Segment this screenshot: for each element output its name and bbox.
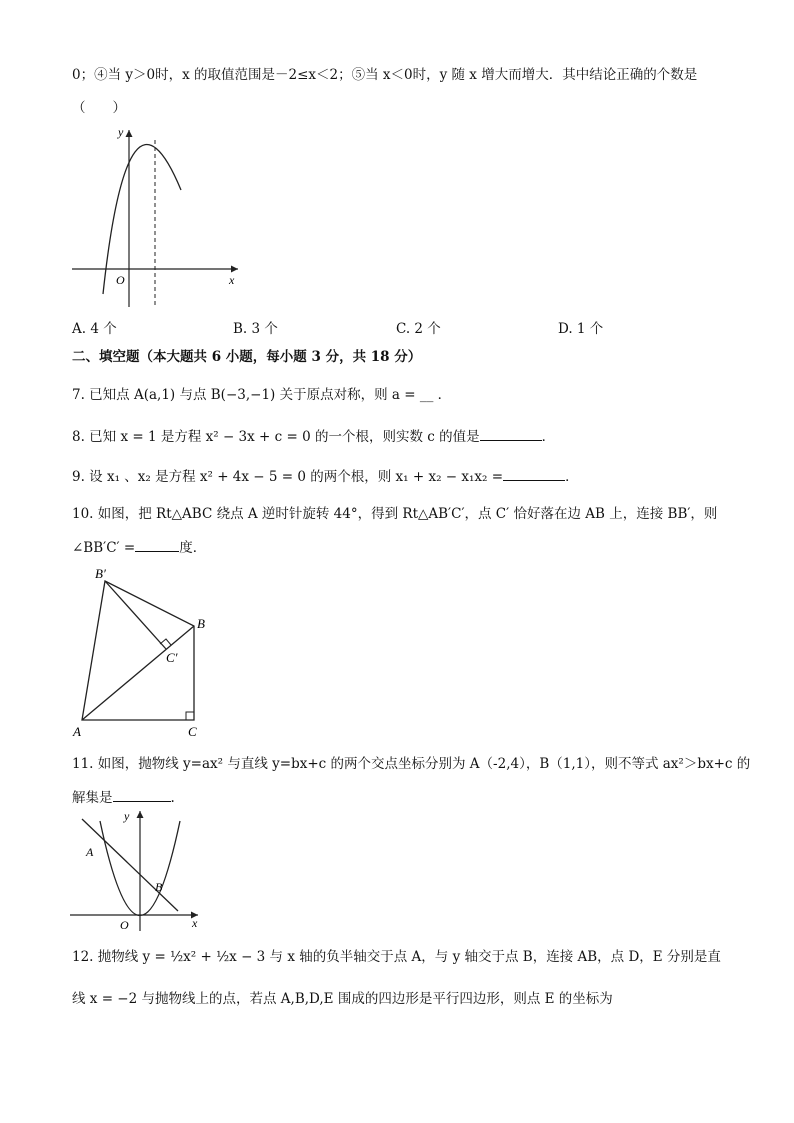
q10-rotation-figure [70,562,220,742]
q11-line2 [72,787,175,807]
q10-text: ∠BB′C′ = [72,540,136,556]
x-axis-label: x [192,916,198,930]
right-angle-mark-C [186,712,194,720]
q6-option-c[interactable]: C. 2 个 [396,321,441,337]
q6-option-d[interactable]: D. 1 个 [558,321,604,337]
q9-answer-blank[interactable] [503,466,565,481]
label-B: B [197,616,205,631]
y-axis-label: y [118,125,124,139]
q12-text-line2: 线 x = −2 与抛物线上的点，若点 A,B,D,E 围成的四边形是平行四边形，则点 E 的坐标为 [72,991,613,1007]
q12-text-line1: 12. 抛物线 y = ½x² + ½x − 3 与 x 轴的负半轴交于点 A，与 y 轴交于点 B，连接 AB，点 D，E 分别是直 [72,949,721,965]
q8-answer-blank[interactable] [480,426,542,441]
label-B1: B′ [95,566,106,581]
q7-text: 7. 已知点 A(a,1) 与点 B(−3,−1) 关于原点对称，则 a = __ ． [72,387,452,403]
q11-answer-blank[interactable] [113,787,171,802]
q10-unit: 度． [179,540,207,556]
q10-text-line1: 10. 如图，把 Rt△ABC 绕点 A 逆时针旋转 44°，得到 Rt△AB′C′，点 C′ 恰好落在边 AB 上，连接 BB′，则 [72,506,718,522]
q11-text: 解集是 [72,790,113,806]
origin-label: O [116,273,125,287]
label-A: A [86,845,94,859]
q10-answer-blank[interactable] [135,537,179,552]
segment-AB [82,626,194,720]
section-heading: 二、填空题（本大题共 6 小题，每小题 3 分，共 18 分） [72,349,422,365]
q9-period: ． [565,469,579,485]
q6-text-line1: 0；④当 y＞0时，x 的取值范围是－2≤x＜2；⑤当 x＜0时，y 随 x 增大而增大．其中结论正确的个数是 [72,67,698,83]
y-axis-label: y [124,809,130,823]
q11-text-line1: 11. 如图，抛物线 y=ax² 与直线 y=bx+c 的两个交点坐标分别为 A（-2,4），B（1,1），则不等式 ax²＞bx+c 的 [72,756,751,772]
q11-parabola-line-figure [68,805,208,935]
q9-text: 9. 设 x₁ 、x₂ 是方程 x² + 4x − 5 = 0 的两个根，则 x₁ + x₂ − x₁x₂ = [72,469,504,485]
label-C: C [188,724,197,739]
q8-period: ． [541,429,556,445]
origin-label: O [120,918,129,932]
q11-period: . [170,790,175,806]
label-B: B [155,880,163,894]
q6-option-b[interactable]: B. 3 个 [233,321,278,337]
label-C1: C′ [166,650,178,665]
q10-line2 [72,537,206,557]
q6-option-a[interactable]: A. 4 个 [72,321,117,337]
label-A: A [73,724,81,739]
x-axis-label: x [229,273,235,287]
q6-text-line2: （ ） [72,100,126,116]
segment-B1C1 [105,581,166,649]
q9-line [72,466,579,486]
q6-parabola-figure [68,122,248,312]
straight-line [82,819,178,911]
q8-line [72,426,555,446]
q8-text: 8. 已知 x = 1 是方程 x² − 3x + c = 0 的一个根，则实数 c 的值是 [72,429,480,445]
parabola-curve [103,144,181,294]
